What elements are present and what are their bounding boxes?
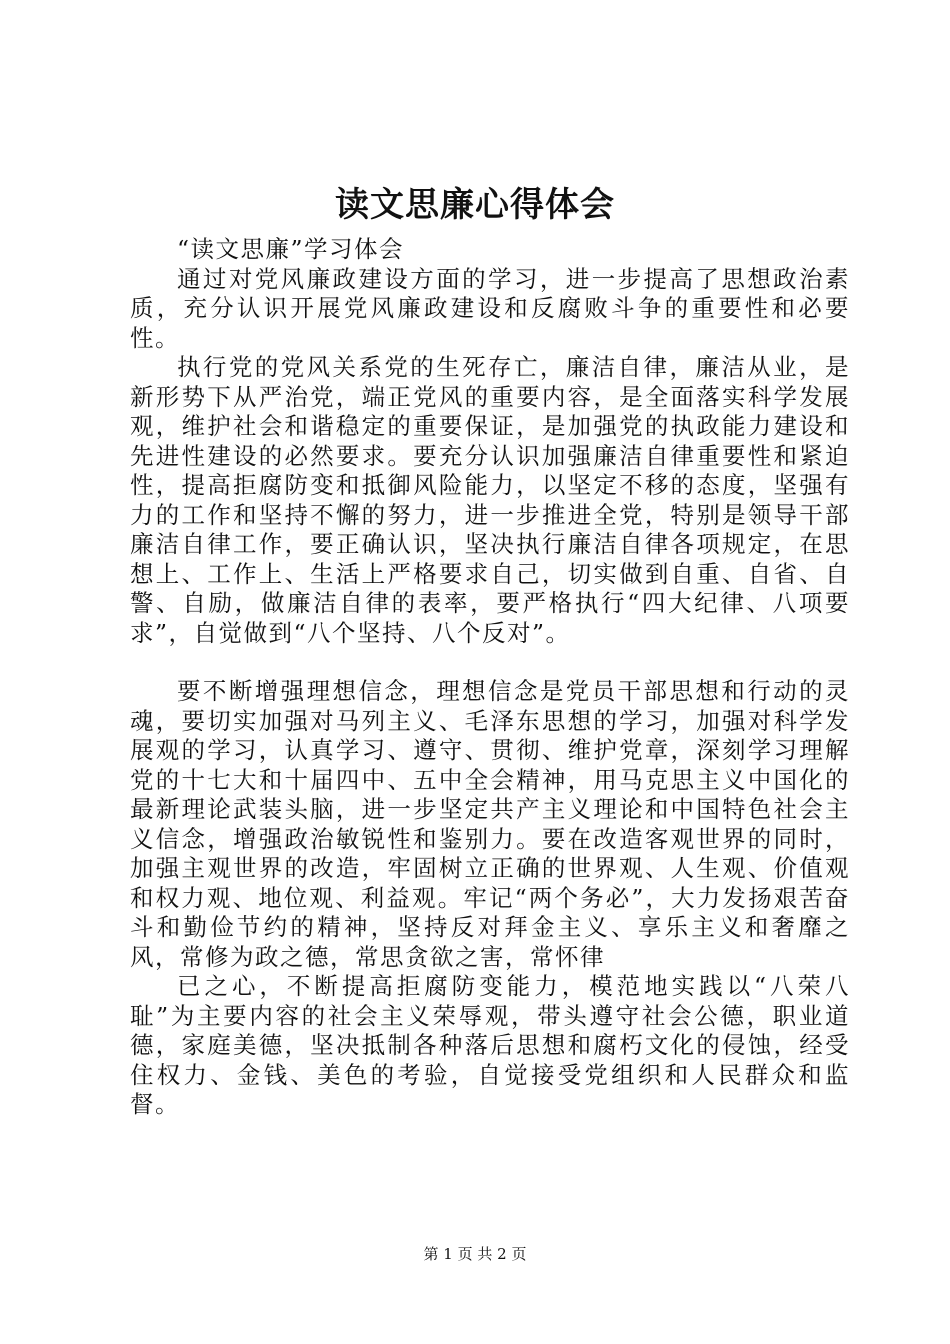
document-title: 读文思廉心得体会: [335, 185, 615, 225]
subtitle-paragraph: “读文思廉”学习体会: [177, 235, 405, 263]
document-body: [130, 235, 850, 1120]
body-paragraph: 已之心，不断提高拒腐防变能力，模范地实践以“八荣八耻”为主要内容的社会主义荣辱观，带头遵守社会公德，职业道德，家庭美德，坚决抵制各种落后思想和腐朽文化的侵蚀，经受住权力、金钱、美色的考验，自觉接受党组织和人民群众和监督。: [130, 972, 850, 1118]
body-paragraph: 要不断增强理想信念，理想信念是党员干部思想和行动的灵魂，要切实加强对马列主义、毛泽东思想的学习，加强对科学发展观的学习，认真学习、遵守、贯彻、维护党章，深刻学习理解党的十七大和十届四中、五中全会精神，用马克思主义中国化的最新理论武装头脑，进一步坚定共产主义理论和中国特色社会主义信念，增强政治敏锐性和鉴别力。要在改造客观世界的同时，加强主观世界的改造，牢固树立正确的世界观、人生观、价值观和权力观、地位观、利益观。牢记“两个务必”，大力发扬艰苦奋斗和勤俭节约的精神，坚持反对拜金主义、享乐主义和奢靡之风，常修为政之德，常思贪欲之害，常怀律: [130, 677, 850, 971]
body-paragraph: 通过对党风廉政建设方面的学习，进一步提高了思想政治素质，充分认识开展党风廉政建设和反腐败斗争的重要性和必要性。: [130, 264, 850, 352]
page-number: 第 1 页 共 2 页: [423, 1245, 527, 1263]
body-paragraph: 执行党的党风关系党的生死存亡，廉洁自律，廉洁从业，是新形势下从严治党，端正党风的重要内容，是全面落实科学发展观，维护社会和谐稳定的重要保证，是加强党的执政能力建设和先进性建设的必然要求。要充分认识加强廉洁自律重要性和紧迫性，提高拒腐防变和抵御风险能力，以坚定不移的态度，坚强有力的工作和坚持不懈的努力，进一步推进全党，特别是领导干部廉洁自律工作，要正确认识，坚决执行廉洁自律各项规定，在思想上、工作上、生活上严格要求自己，切实做到自重、自省、自警、自励，做廉洁自律的表率，要严格执行“四大纪律、八项要求”，自觉做到“八个坚持、八个反对”。: [130, 353, 850, 647]
